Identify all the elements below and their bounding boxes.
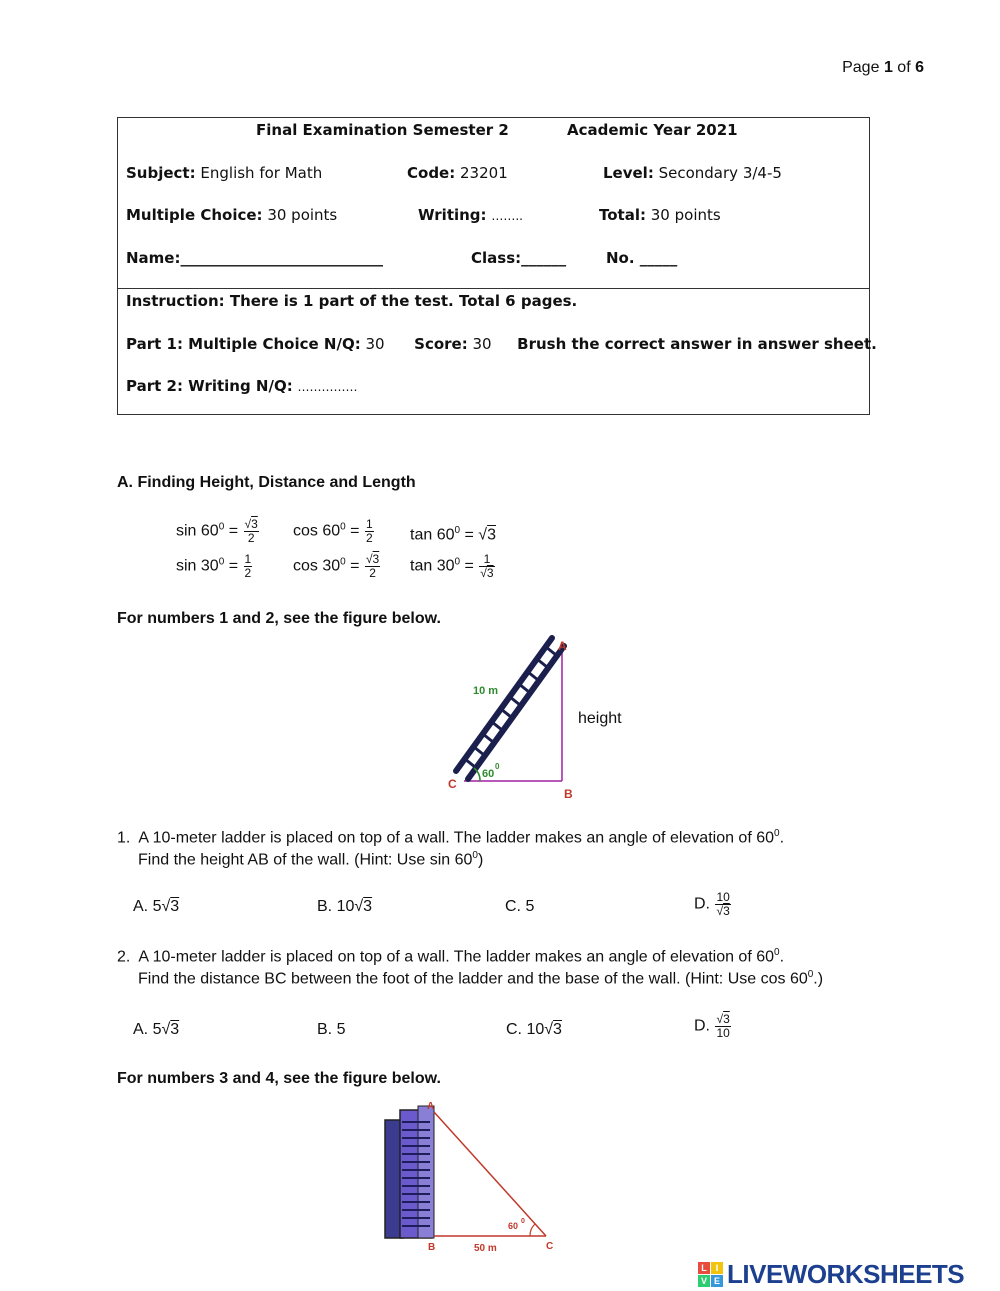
writing-field: Writing: …….. <box>418 206 523 224</box>
fig2-base-length: 50 m <box>474 1243 497 1254</box>
name-field: Name:___________________________ <box>126 249 383 267</box>
question-2: 2. A 10-meter ladder is placed on top of a wall. The ladder makes an angle of elevation of $60^0$. <box>117 947 785 966</box>
subject-field: Subject: English for Math <box>126 164 323 182</box>
figure2-intro: For numbers 3 and 4, see the figure below. <box>117 1070 441 1087</box>
fig2-point-b: B <box>428 1242 436 1253</box>
angle-arc-2 <box>530 1224 535 1236</box>
q2-option-d: D. $\frac{√3}{10}$ <box>694 1012 730 1040</box>
class-field: Class:______ <box>471 249 567 267</box>
point-b-label: B <box>564 787 573 801</box>
q2-option-a: A. 5√3 <box>133 1021 180 1038</box>
hypotenuse-line <box>434 1112 546 1236</box>
point-a-label: A <box>558 639 567 653</box>
total-field: Total: 30 points <box>599 206 721 224</box>
fig2-point-c: C <box>546 1241 554 1252</box>
q1-option-d: D. $\frac{10}{√3}$ <box>694 890 730 918</box>
q1-option-b: B. 10√3 <box>317 898 373 915</box>
q2-option-c: C. 10√3 <box>506 1021 562 1038</box>
trig-tan60: $\tan 60^0 = √3$ <box>410 525 496 544</box>
ladder-icon <box>456 638 564 779</box>
figure1-intro: For numbers 1 and 2, see the figure below. <box>117 610 441 627</box>
point-c-label: C <box>448 777 457 791</box>
liveworksheets-brand: LIVEWORKSHEETS <box>727 1259 965 1289</box>
exam-title: Final Examination Semester 2 <box>256 121 509 139</box>
fig2-angle-degree: 0 <box>521 1218 525 1225</box>
trig-sin60: $\sin 60^0$ = $\frac{√3}{2}$ <box>176 517 258 545</box>
trig-cos30: $\cos 30^0$ = $\frac{√3}{2}$ <box>293 552 380 580</box>
part2-line: Part 2: Writing N/Q: …………… <box>126 377 358 395</box>
academic-year: Academic Year 2021 <box>567 121 738 139</box>
part1-line: Part 1: Multiple Choice N/Q: 30 Score: 30 Brush the correct answer in answer sheet. <box>126 335 877 353</box>
header-divider <box>117 288 870 289</box>
trig-tan30: $\tan 30^0$ = $\frac{1}{√3}$ <box>410 552 494 580</box>
liveworksheets-logo-icon: L I V E <box>698 1262 723 1287</box>
question-2-line2: Find the distance BC between the foot of the ladder and the base of the wall. (Hint: Use $\cos 60^0$.) <box>138 969 824 988</box>
fig2-point-a: A <box>427 1101 435 1112</box>
code-field: Code: 23201 <box>407 164 508 182</box>
level-field: Level: Secondary 3/4-5 <box>603 164 782 182</box>
q1-option-c: C. 5 <box>505 898 535 915</box>
angle-degree: 0 <box>495 762 500 771</box>
liveworksheets-watermark <box>698 1259 964 1290</box>
question-1-line2: Find the height AB of the wall. (Hint: Use $\sin 60^0$) <box>138 850 484 869</box>
building-figure <box>380 1098 560 1258</box>
ladder-length-label: 10 m <box>473 685 499 697</box>
angle-label: 60 <box>482 768 495 780</box>
trig-cos60: $\cos 60^0$ = $\frac{1}{2}$ <box>293 517 373 545</box>
number-field: No. _____ <box>606 249 678 267</box>
instruction-text: Instruction: There is 1 part of the test. Total 6 pages. <box>126 292 578 310</box>
multiple-choice-field: Multiple Choice: 30 points <box>126 206 338 224</box>
section-a-title: A. Finding Height, Distance and Length <box>117 474 416 491</box>
trig-sin30: $\sin 30^0$ = $\frac{1}{2}$ <box>176 552 252 580</box>
height-label: height <box>578 710 622 727</box>
fig2-angle: 60 <box>508 1221 519 1231</box>
q2-option-b: B. 5 <box>317 1021 346 1038</box>
page-number: Page 1 of 6 <box>842 59 924 76</box>
building-icon <box>385 1106 434 1238</box>
question-1: 1. A 10-meter ladder is placed on top of a wall. The ladder makes an angle of elevation of $60^0$. <box>117 828 785 847</box>
q1-option-a: A. 5√3 <box>133 898 180 915</box>
